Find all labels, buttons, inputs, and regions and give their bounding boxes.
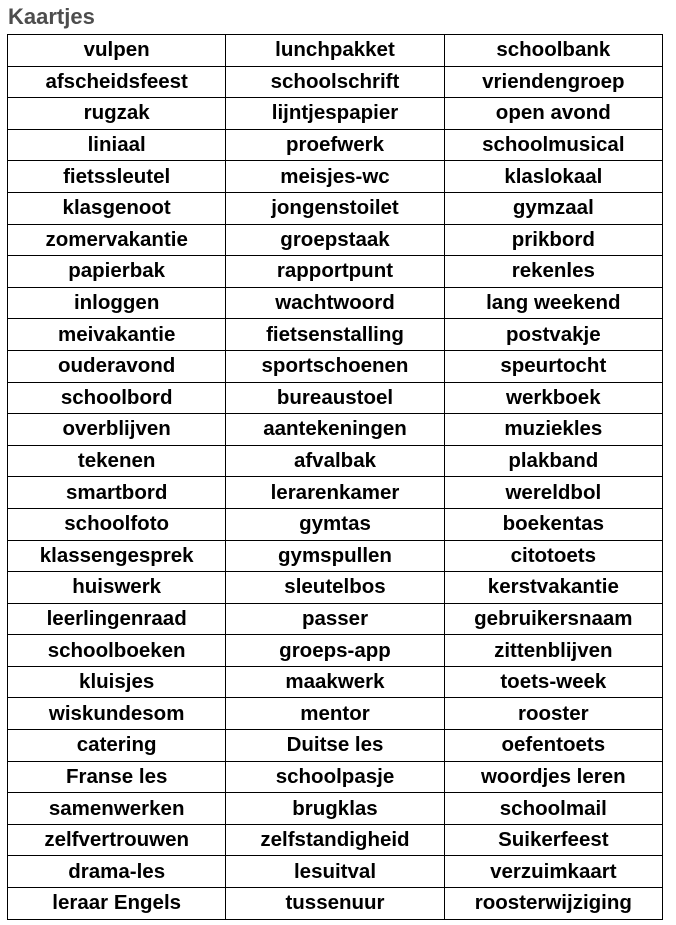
word-card-cell: schoolboeken bbox=[8, 635, 226, 667]
word-card-cell: Duitse les bbox=[226, 730, 444, 762]
word-card-cell: tussenuur bbox=[226, 888, 444, 920]
table-row bbox=[8, 66, 663, 98]
table-row bbox=[8, 603, 663, 635]
table-row bbox=[8, 192, 663, 224]
word-card-cell: zittenblijven bbox=[444, 635, 662, 667]
table-row bbox=[8, 477, 663, 509]
word-card-cell: schoolmail bbox=[444, 793, 662, 825]
word-card-cell: rekenles bbox=[444, 256, 662, 288]
table-row bbox=[8, 824, 663, 856]
word-card-cell: samenwerken bbox=[8, 793, 226, 825]
word-card-cell: schoolbord bbox=[8, 382, 226, 414]
word-card-cell: gymzaal bbox=[444, 192, 662, 224]
word-card-cell: sportschoenen bbox=[226, 350, 444, 382]
table-row bbox=[8, 856, 663, 888]
word-card-cell: vriendengroep bbox=[444, 66, 662, 98]
word-card-cell: meisjes-wc bbox=[226, 161, 444, 193]
table-row bbox=[8, 793, 663, 825]
word-card-cell: lunchpakket bbox=[226, 35, 444, 67]
table-row bbox=[8, 730, 663, 762]
table-row bbox=[8, 540, 663, 572]
table-row bbox=[8, 761, 663, 793]
word-card-cell: lijntjespapier bbox=[226, 98, 444, 130]
word-card-cell: catering bbox=[8, 730, 226, 762]
word-card-cell: groepstaak bbox=[226, 224, 444, 256]
table-row bbox=[8, 666, 663, 698]
word-card-cell: open avond bbox=[444, 98, 662, 130]
word-card-cell: meivakantie bbox=[8, 319, 226, 351]
word-card-cell: huiswerk bbox=[8, 572, 226, 604]
word-card-cell: lerarenkamer bbox=[226, 477, 444, 509]
word-card-cell: klassengesprek bbox=[8, 540, 226, 572]
word-card-cell: fietssleutel bbox=[8, 161, 226, 193]
word-card-cell: citotoets bbox=[444, 540, 662, 572]
word-card-cell: mentor bbox=[226, 698, 444, 730]
table-row bbox=[8, 161, 663, 193]
table-row bbox=[8, 287, 663, 319]
word-card-cell: groeps-app bbox=[226, 635, 444, 667]
word-card-cell: prikbord bbox=[444, 224, 662, 256]
word-card-cell: ouderavond bbox=[8, 350, 226, 382]
page-title: Kaartjes bbox=[8, 4, 95, 29]
word-card-cell: gymtas bbox=[226, 508, 444, 540]
word-card-cell: leerlingenraad bbox=[8, 603, 226, 635]
word-card-cell: papierbak bbox=[8, 256, 226, 288]
word-card-cell: roosterwijziging bbox=[444, 888, 662, 920]
word-card-cell: schoolbank bbox=[444, 35, 662, 67]
word-card-cell: tekenen bbox=[8, 445, 226, 477]
word-card-cell: zelfstandigheid bbox=[226, 824, 444, 856]
word-card-cell: speurtocht bbox=[444, 350, 662, 382]
word-card-cell: schoolmusical bbox=[444, 129, 662, 161]
table-row bbox=[8, 256, 663, 288]
word-card-cell: aantekeningen bbox=[226, 414, 444, 446]
word-card-cell: leraar Engels bbox=[8, 888, 226, 920]
word-card-cell: wiskundesom bbox=[8, 698, 226, 730]
word-card-cell: gebruikersnaam bbox=[444, 603, 662, 635]
word-card-cell: smartbord bbox=[8, 477, 226, 509]
word-card-cell: verzuimkaart bbox=[444, 856, 662, 888]
word-card-cell: schoolfoto bbox=[8, 508, 226, 540]
word-card-cell: proefwerk bbox=[226, 129, 444, 161]
word-card-cell: muziekles bbox=[444, 414, 662, 446]
word-card-cell: sleutelbos bbox=[226, 572, 444, 604]
word-card-table bbox=[7, 34, 663, 920]
word-card-cell: gymspullen bbox=[226, 540, 444, 572]
word-card-cell: kluisjes bbox=[8, 666, 226, 698]
word-card-cell: schoolpasje bbox=[226, 761, 444, 793]
table-row bbox=[8, 319, 663, 351]
word-card-cell: klaslokaal bbox=[444, 161, 662, 193]
table-row bbox=[8, 414, 663, 446]
table-row bbox=[8, 572, 663, 604]
word-card-cell: postvakje bbox=[444, 319, 662, 351]
word-card-cell: drama-les bbox=[8, 856, 226, 888]
word-card-cell: zelfvertrouwen bbox=[8, 824, 226, 856]
table-row bbox=[8, 98, 663, 130]
word-card-cell: toets-week bbox=[444, 666, 662, 698]
table-row bbox=[8, 888, 663, 920]
word-card-cell: kerstvakantie bbox=[444, 572, 662, 604]
word-card-cell: jongenstoilet bbox=[226, 192, 444, 224]
table-row bbox=[8, 129, 663, 161]
table-row bbox=[8, 445, 663, 477]
word-card-table-body bbox=[8, 35, 663, 920]
word-card-cell: woordjes leren bbox=[444, 761, 662, 793]
word-card-cell: oefentoets bbox=[444, 730, 662, 762]
word-card-cell: zomervakantie bbox=[8, 224, 226, 256]
table-row bbox=[8, 350, 663, 382]
word-card-cell: klasgenoot bbox=[8, 192, 226, 224]
word-card-cell: brugklas bbox=[226, 793, 444, 825]
table-row bbox=[8, 35, 663, 67]
table-row bbox=[8, 635, 663, 667]
word-card-cell: lesuitval bbox=[226, 856, 444, 888]
word-card-cell: rooster bbox=[444, 698, 662, 730]
word-card-cell: wachtwoord bbox=[226, 287, 444, 319]
word-card-cell: afscheidsfeest bbox=[8, 66, 226, 98]
word-card-cell: bureaustoel bbox=[226, 382, 444, 414]
word-card-cell: liniaal bbox=[8, 129, 226, 161]
word-card-cell: passer bbox=[226, 603, 444, 635]
word-card-cell: lang weekend bbox=[444, 287, 662, 319]
word-card-cell: wereldbol bbox=[444, 477, 662, 509]
word-card-cell: Franse les bbox=[8, 761, 226, 793]
word-card-cell: plakband bbox=[444, 445, 662, 477]
table-row bbox=[8, 224, 663, 256]
word-card-cell: werkboek bbox=[444, 382, 662, 414]
word-card-cell: rugzak bbox=[8, 98, 226, 130]
word-card-cell: Suikerfeest bbox=[444, 824, 662, 856]
word-card-cell: maakwerk bbox=[226, 666, 444, 698]
table-row bbox=[8, 698, 663, 730]
word-card-cell: overblijven bbox=[8, 414, 226, 446]
word-card-cell: afvalbak bbox=[226, 445, 444, 477]
table-row bbox=[8, 382, 663, 414]
word-card-cell: boekentas bbox=[444, 508, 662, 540]
word-card-cell: fietsenstalling bbox=[226, 319, 444, 351]
word-card-cell: vulpen bbox=[8, 35, 226, 67]
table-row bbox=[8, 508, 663, 540]
word-card-cell: schoolschrift bbox=[226, 66, 444, 98]
word-card-cell: inloggen bbox=[8, 287, 226, 319]
word-card-cell: rapportpunt bbox=[226, 256, 444, 288]
